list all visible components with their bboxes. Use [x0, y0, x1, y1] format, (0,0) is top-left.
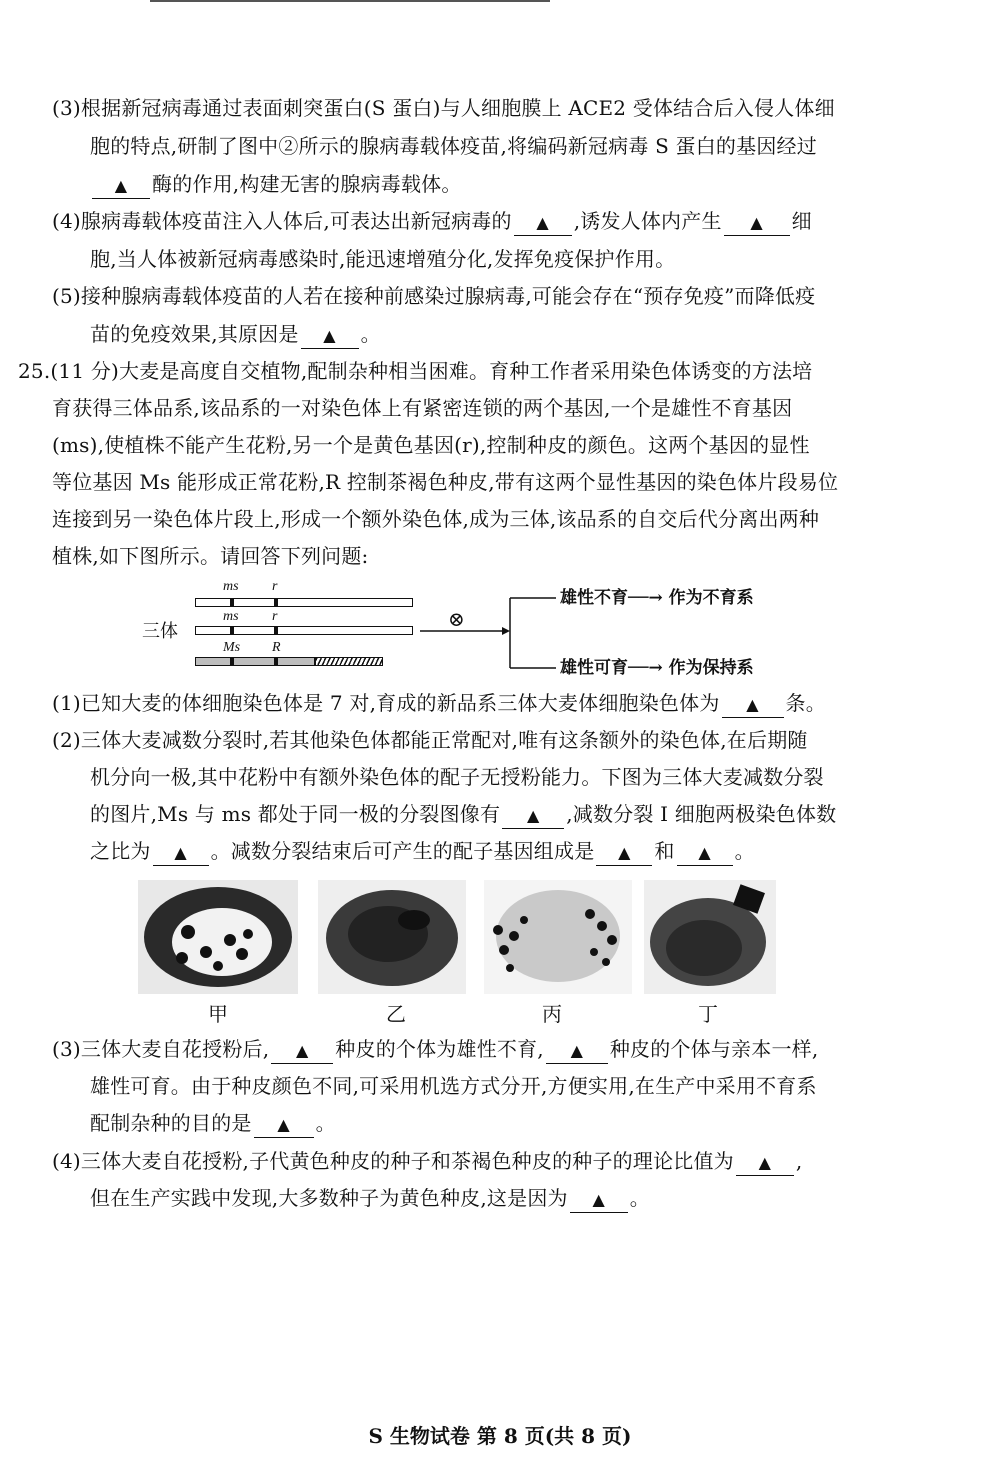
micrograph-jia: [138, 880, 298, 994]
locus-band: [274, 626, 278, 635]
trisomy-label: 三体: [142, 621, 178, 642]
answer-blank[interactable]: ▲: [596, 839, 652, 866]
branch-fertile: 雄性可育──→ 作为保持系: [560, 658, 754, 678]
answer-blank[interactable]: ▲: [677, 839, 733, 866]
cross-arrows: [418, 590, 558, 680]
answer-blank[interactable]: ▲: [254, 1111, 314, 1138]
q24-p3-line3: ▲ 酶的作用,构建无害的腺病毒载体。: [90, 169, 462, 199]
q25-s1: (1)已知大麦的体细胞染色体是 7 对,育成的新品系三体大麦体细胞染色体为 ▲ 条。: [52, 688, 826, 718]
q24-p5-line1: (5)接种腺病毒载体疫苗的人若在接种前感染过腺病毒,可能会存在“预存免疫”而降低疫: [52, 284, 816, 308]
q25-s2-line3: 的图片,Ms 与 ms 都处于同一极的分裂图像有 ▲ ,减数分裂 I 细胞两极染色体数: [90, 799, 836, 829]
micrograph-ding: [644, 880, 776, 994]
answer-blank[interactable]: ▲: [546, 1037, 608, 1064]
q25-s3-line2: 雄性可育。由于种皮颜色不同,可采用机选方式分开,方便实用,在生产中采用不育系: [90, 1074, 817, 1098]
page-footer: S 生物试卷 第 8 页(共 8 页): [368, 1424, 632, 1448]
gene-r-1: r: [272, 579, 278, 594]
q24-p3-line1: (3)根据新冠病毒通过表面刺突蛋白(S 蛋白)与人细胞膜上 ACE2 受体结合后入侵人体细: [52, 96, 835, 120]
gene-ms-2: ms: [223, 609, 239, 624]
q25-s2-line2: 机分向一极,其中花粉中有额外染色体的配子无授粉能力。下图为三体大麦减数分裂: [90, 765, 824, 789]
branch-sterile: 雄性不育──→ 作为不育系: [560, 588, 754, 608]
q25-intro-line6: 植株,如下图所示。请回答下列问题:: [52, 544, 369, 568]
gene-Ms: Ms: [223, 640, 241, 655]
locus-band: [230, 598, 234, 607]
answer-blank[interactable]: ▲: [736, 1149, 794, 1176]
locus-band: [230, 657, 234, 666]
q25-intro-line3: (ms),使植株不能产生花粉,另一个是黄色基因(r),控制种皮的颜色。这两个基因的显性: [52, 433, 810, 457]
micrograph-yi: [318, 880, 466, 994]
q25-intro-line1: 25.(11 分)大麦是高度自交植物,配制杂种相当困难。育种工作者采用染色体诱变的方法培: [18, 359, 813, 383]
q25-s3-line1: (3)三体大麦自花授粉后, ▲ 种皮的个体为雄性不育, ▲ 种皮的个体与亲本一样,: [52, 1034, 818, 1064]
caption-yi: 乙: [386, 1002, 406, 1026]
extra-chromosome-segment: [195, 657, 315, 666]
caption-jia: 甲: [208, 1002, 228, 1026]
top-rule: [150, 0, 550, 2]
gene-ms-1: ms: [223, 579, 239, 594]
locus-band: [274, 657, 278, 666]
q24-p4-line1: (4)腺病毒载体疫苗注入人体后,可表达出新冠病毒的 ▲ ,诱发人体内产生 ▲ 细: [52, 206, 812, 236]
q25-s4-line1: (4)三体大麦自花授粉,子代黄色种皮的种子和茶褐色种皮的种子的理论比值为 ▲ ,: [52, 1146, 802, 1176]
answer-blank[interactable]: ▲: [153, 839, 209, 866]
trisomy-diagram: [140, 578, 800, 682]
answer-blank[interactable]: ▲: [92, 172, 150, 199]
q25-s4-line2: 但在生产实践中发现,大多数种子为黄色种皮,这是因为 ▲ 。: [90, 1183, 650, 1213]
answer-blank[interactable]: ▲: [570, 1186, 628, 1213]
answer-blank[interactable]: ▲: [301, 322, 359, 349]
caption-bing: 丙: [542, 1002, 562, 1026]
q24-p3-line2: 胞的特点,研制了图中②所示的腺病毒载体疫苗,将编码新冠病毒 S 蛋白的基因经过: [90, 134, 817, 158]
answer-blank[interactable]: ▲: [514, 209, 572, 236]
answer-blank[interactable]: ▲: [722, 691, 784, 718]
q24-p5-line2: 苗的免疫效果,其原因是 ▲ 。: [90, 319, 381, 349]
q25-s3-line3: 配制杂种的目的是 ▲ 。: [90, 1108, 336, 1138]
answer-blank[interactable]: ▲: [724, 209, 790, 236]
arrow-head: [502, 627, 510, 635]
chromosome-2: [195, 626, 413, 635]
caption-ding: 丁: [698, 1002, 718, 1026]
q25-intro-line4: 等位基因 Ms 能形成正常花粉,R 控制茶褐色种皮,带有这两个显性基因的染色体片段易位: [52, 470, 839, 494]
gene-r-2: r: [272, 609, 278, 624]
q25-intro-line5: 连接到另一染色体片段上,形成一个额外染色体,成为三体,该品系的自交后代分离出两种: [52, 507, 820, 531]
locus-band: [274, 598, 278, 607]
gene-R: R: [272, 640, 281, 655]
micrograph-bing: [484, 880, 632, 994]
translocated-segment: [315, 657, 383, 666]
answer-blank[interactable]: ▲: [271, 1037, 333, 1064]
q25-s2-line1: (2)三体大麦减数分裂时,若其他染色体都能正常配对,唯有这条额外的染色体,在后期随: [52, 728, 808, 752]
selfing-symbol: ⊗: [448, 607, 465, 631]
q25-s2-line4: 之比为 ▲ 。减数分裂结束后可产生的配子基因组成是 ▲ 和 ▲ 。: [90, 836, 755, 866]
q24-p4-line2: 胞,当人体被新冠病毒感染时,能迅速增殖分化,发挥免疫保护作用。: [90, 247, 676, 271]
chromosome-1: [195, 598, 413, 607]
locus-band: [230, 626, 234, 635]
q25-intro-line2: 育获得三体品系,该品系的一对染色体上有紧密连锁的两个基因,一个是雄性不育基因: [52, 396, 793, 420]
answer-blank[interactable]: ▲: [502, 802, 564, 829]
